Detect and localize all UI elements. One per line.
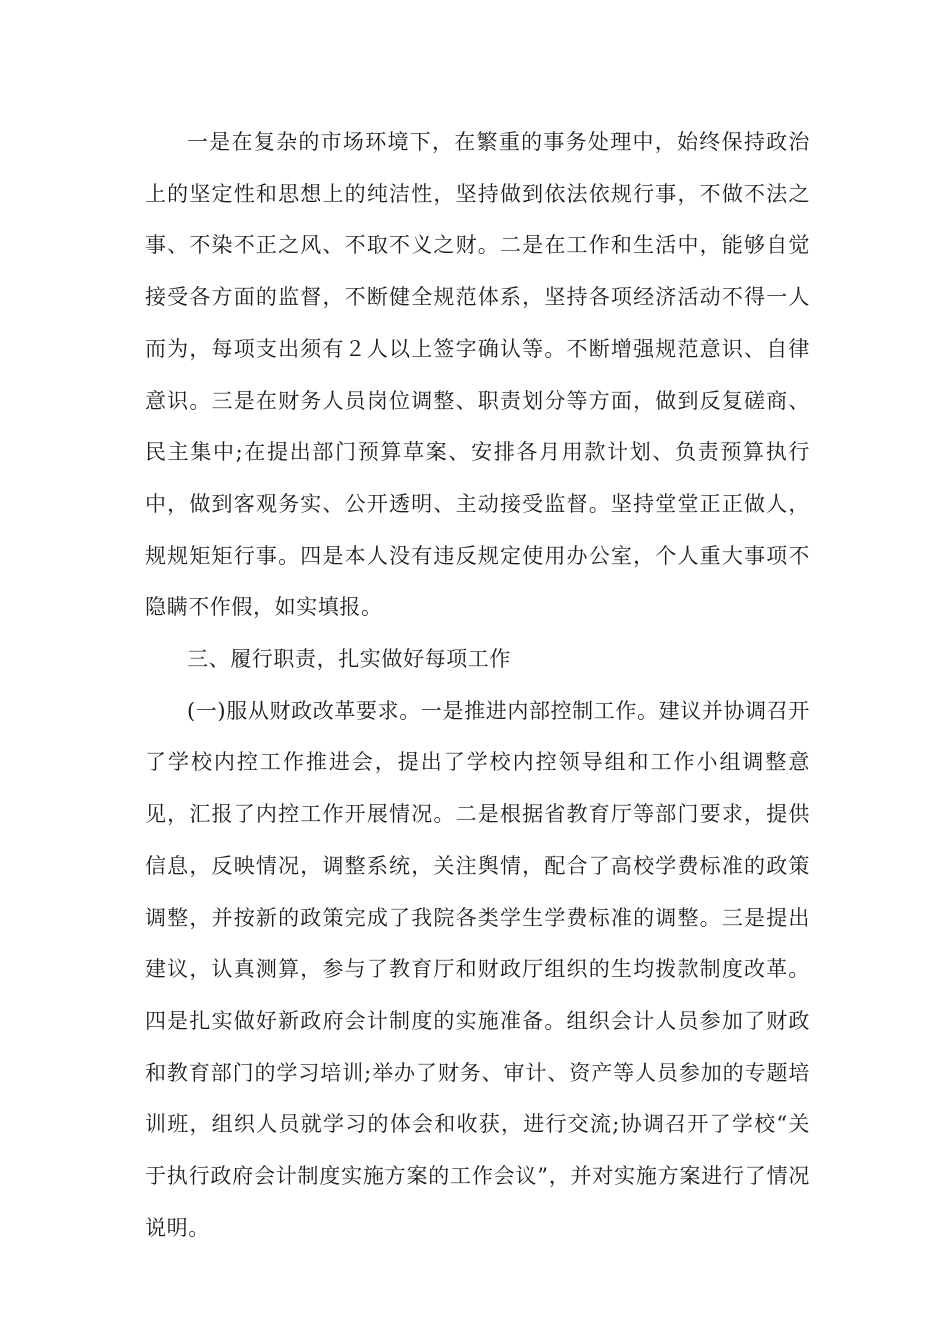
document-body <box>145 117 810 1254</box>
paragraph-finance-reform: (一)服从财政改革要求。一是推进内部控制工作。建议并协调召开了学校内控工作推进会，提出了学校内控领导组和工作小组调整意见，汇报了内控工作开展情况。二是根据省教育厅等部门要求，提供信息，反映情况，调整系统，关注舆情，配合了高校学费标准的政策调整，并按新的政策完成了我院各类学生学费标准的调整。三是提出建议，认真测算，参与了教育厅和财政厅组织的生均拨款制度改革。四是扎实做好新政府会计制度的实施准备。组织会计人员参加了财政和教育部门的学习培训;举办了财务、审计、资产等人员参加的专题培训班，组织人员就学习的体会和收获，进行交流;协调召开了学校“关于执行政府会计制度实施方案的工作会议”，并对实施方案进行了情况说明。 <box>145 698 810 1240</box>
section-heading-duties: 三、履行职责，扎实做好每项工作 <box>187 647 511 672</box>
paragraph-integrity: 一是在复杂的市场环境下，在繁重的事务处理中，始终保持政治上的坚定性和思想上的纯洁性，坚持做到依法依规行事，不做不法之事、不染不正之风、不取不义之财。二是在工作和生活中，能够自觉接受各方面的监督，不断健全规范体系，坚持各项经济活动不得一人而为，每项支出须有２人以上签字确认等。不断增强规范意识、自律意识。三是在财务人员岗位调整、职责划分等方面，做到反复磋商、民主集中;在提出部门预算草案、安排各月用款计划、负责预算执行中，做到客观务实、公开透明、主动接受监督。坚持堂堂正正做人，规规矩矩行事。四是本人没有违反规定使用办公室，个人重大事项不隐瞒不作假，如实填报。 <box>145 130 810 620</box>
